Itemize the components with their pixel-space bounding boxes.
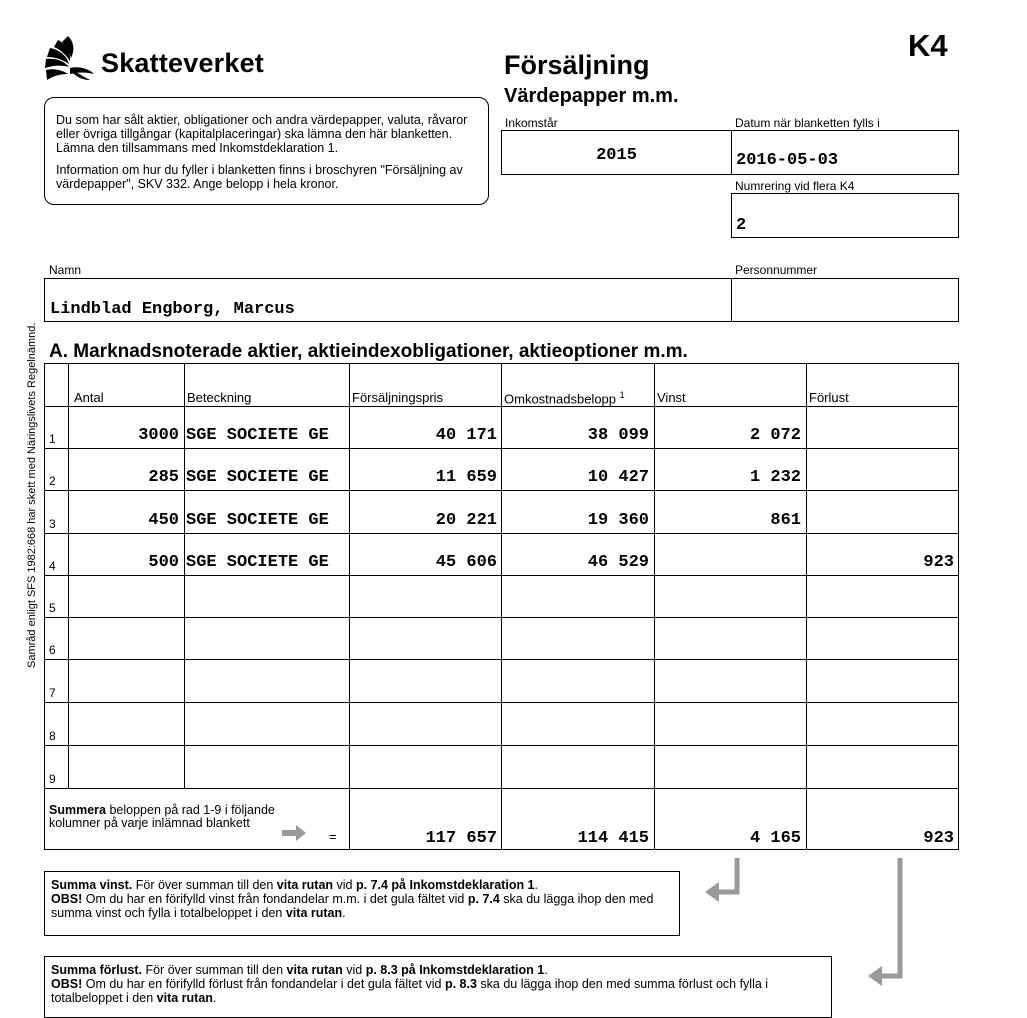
form-subtitle: Värdepapper m.m. — [504, 85, 679, 107]
col-header-pris: Försäljningspris — [352, 390, 444, 405]
numbering-label: Numrering vid flera K4 — [735, 179, 855, 193]
note-forlust-b4: OBS! — [51, 977, 83, 991]
cell-omkostnad[interactable] — [502, 595, 649, 615]
cell-pris[interactable] — [350, 723, 497, 743]
cell-vinst[interactable] — [655, 766, 801, 786]
note-vinst-t1: För över summan till den — [132, 878, 277, 892]
section-a-table — [44, 363, 960, 851]
row-number: 1 — [49, 432, 56, 446]
note-vinst-b2: vita rutan — [276, 878, 334, 892]
cell-forlust[interactable] — [807, 680, 954, 700]
note-forlust-t4: Om du har en förifylld förlust från fondandelar i det gula fältet vid — [82, 977, 445, 991]
col-header-antal: Antal — [74, 390, 104, 405]
cell-vinst[interactable]: 2 072 — [749, 426, 801, 445]
table-row — [44, 448, 959, 490]
note-forlust-b3: p. 8.3 på Inkomstdeklaration 1 — [365, 963, 545, 977]
cell-omkostnad[interactable] — [502, 680, 649, 700]
cell-antal[interactable] — [69, 595, 179, 615]
agency-name: Skatteverket — [101, 48, 265, 78]
cell-omkostnad[interactable]: 38 099 — [587, 426, 649, 445]
cell-forlust[interactable]: 923 — [923, 553, 954, 572]
cell-vinst[interactable]: 861 — [770, 511, 801, 530]
cell-vinst[interactable] — [655, 680, 801, 700]
side-text: Samråd enligt SFS 1982:668 har skett med Näringslivets Regelnämnd. — [26, 322, 38, 668]
cell-pris[interactable] — [350, 637, 497, 657]
intro-paragraph-2: Information om hur du fyller i blanketten finns i broschyren "Försäljning av värdepapper", SKV 332. Ange belopp i hela kronor. — [56, 163, 463, 191]
col-header-omkostnad — [504, 390, 625, 406]
row-number: 4 — [49, 559, 56, 573]
sum-equals: = — [329, 829, 337, 844]
row-number: 5 — [49, 601, 56, 615]
table-row — [44, 745, 959, 788]
date-label: Datum när blanketten fylls i — [735, 116, 880, 130]
cell-forlust[interactable] — [807, 637, 954, 657]
row-number: 3 — [49, 517, 56, 531]
note-forlust-t2: vid — [342, 963, 366, 977]
note-forlust-t5: ska du lägga ihop den med summa förlust och fylla i totalbeloppet i den — [51, 977, 769, 1005]
cell-omkostnad[interactable] — [502, 766, 649, 786]
cell-omkostnad[interactable]: 46 529 — [587, 553, 649, 572]
name-value: Lindblad Engborg, Marcus — [50, 300, 295, 319]
table-row — [44, 406, 959, 448]
skatteverket-logo-icon — [44, 34, 96, 82]
cell-beteckning[interactable]: SGE SOCIETE GE — [186, 553, 329, 572]
table-row — [44, 702, 959, 745]
col-header-forlust: Förlust — [809, 390, 849, 405]
table-row — [44, 533, 959, 575]
cell-beteckning[interactable] — [186, 723, 348, 743]
row-number: 7 — [49, 686, 56, 700]
income-year-field[interactable] — [501, 130, 732, 175]
note-forlust-b1: Summa förlust. — [51, 963, 142, 977]
income-year-label: Inkomstår — [505, 116, 558, 130]
form-title: Försäljning — [504, 50, 650, 80]
note-forlust-t3: . — [544, 963, 548, 977]
cell-vinst[interactable] — [655, 723, 801, 743]
note-vinst-b6: vita rutan — [285, 906, 343, 920]
cell-antal[interactable] — [69, 766, 179, 786]
date-field[interactable] — [731, 130, 959, 175]
note-vinst-t4: Om du har en förifylld vinst från fondandelar m.m. i det gula fältet vid — [82, 892, 468, 906]
intro-box — [44, 97, 489, 205]
note-vinst-t6: . — [342, 906, 346, 920]
row-number: 6 — [49, 643, 56, 657]
table-row — [44, 659, 959, 702]
cell-pris[interactable]: 40 171 — [435, 426, 497, 445]
row-number: 2 — [49, 474, 56, 488]
note-vinst-b1: Summa vinst. — [51, 878, 133, 892]
cell-forlust[interactable] — [807, 468, 954, 488]
cell-vinst[interactable]: 1 232 — [749, 468, 801, 487]
table-row — [44, 617, 959, 659]
sum-pris[interactable]: 117 657 — [425, 829, 497, 848]
pnr-field[interactable] — [731, 278, 959, 322]
sum-label-bold: Summera — [49, 803, 106, 817]
sum-vinst[interactable]: 4 165 — [749, 829, 801, 848]
sum-label — [49, 804, 284, 830]
cell-antal[interactable]: 285 — [148, 468, 179, 487]
name-field[interactable] — [44, 278, 732, 322]
cell-forlust[interactable] — [807, 595, 954, 615]
cell-forlust[interactable] — [807, 766, 954, 786]
cell-antal[interactable] — [69, 637, 179, 657]
cell-pris[interactable] — [350, 766, 497, 786]
cell-omkostnad[interactable] — [502, 637, 649, 657]
col-header-beteckning: Beteckning — [187, 390, 252, 405]
vinst-arrow-icon — [705, 858, 745, 906]
note-vinst-b5: p. 7.4 — [467, 892, 500, 906]
income-year-value: 2015 — [596, 146, 637, 165]
cell-beteckning[interactable]: SGE SOCIETE GE — [186, 468, 329, 487]
cell-pris[interactable] — [350, 680, 497, 700]
pnr-label: Personnummer — [735, 263, 818, 277]
cell-antal[interactable]: 3000 — [138, 426, 179, 445]
sum-label-rest: beloppen på rad 1-9 i följande kolumner på varje inlämnad blankett — [49, 803, 275, 830]
note-summa-vinst — [44, 871, 680, 936]
note-forlust-t1: För över summan till den — [142, 963, 287, 977]
note-forlust-b2: vita rutan — [286, 963, 343, 977]
row-number: 8 — [49, 729, 56, 743]
cell-pris[interactable]: 11 659 — [435, 468, 497, 487]
forlust-arrow-icon — [868, 858, 908, 988]
cell-beteckning[interactable] — [186, 680, 348, 700]
cell-omkostnad[interactable]: 10 427 — [587, 468, 649, 487]
cell-pris[interactable]: 45 606 — [435, 553, 497, 572]
cell-beteckning[interactable]: SGE SOCIETE GE — [186, 511, 329, 530]
sum-forlust[interactable]: 923 — [923, 829, 954, 848]
cell-beteckning[interactable] — [186, 595, 348, 615]
note-vinst-b4: OBS! — [51, 892, 83, 906]
table-row — [44, 575, 959, 617]
cell-omkostnad[interactable] — [502, 723, 649, 743]
skatteverket-logo — [44, 34, 284, 84]
cell-forlust[interactable] — [807, 426, 954, 446]
note-summa-forlust — [44, 956, 832, 1018]
cell-vinst[interactable] — [655, 553, 801, 573]
sum-omkostnad[interactable]: 114 415 — [577, 829, 649, 848]
cell-vinst[interactable] — [655, 595, 801, 615]
table-row — [44, 490, 959, 533]
cell-antal[interactable] — [69, 680, 179, 700]
cell-antal[interactable] — [69, 723, 179, 743]
note-forlust-b5: p. 8.3 — [444, 977, 477, 991]
cell-beteckning[interactable] — [186, 766, 348, 786]
col-header-omkostnad-footnote: 1 — [619, 390, 625, 400]
note-forlust-t6: . — [212, 991, 217, 1005]
date-value: 2016-05-03 — [736, 151, 839, 170]
col-header-vinst: Vinst — [657, 390, 686, 405]
cell-vinst[interactable] — [655, 637, 801, 657]
cell-antal[interactable]: 450 — [148, 511, 179, 530]
intro-paragraph-1: Du som har sålt aktier, obligationer och andra värdepapper, valuta, råvaror eller övriga tillgångar (kapitalplaceringar) ska lämna den här blanketten. Lämna den tillsammans med Inkomstdeklaration 1. — [56, 113, 468, 155]
sum-arrow-icon — [282, 825, 308, 841]
cell-pris[interactable]: 20 221 — [435, 511, 497, 530]
note-vinst-b3: p. 7.4 på Inkomstdeklaration 1 — [355, 878, 535, 892]
cell-pris[interactable] — [350, 595, 497, 615]
note-vinst-t2: vid — [333, 878, 356, 892]
numbering-value: 2 — [736, 216, 747, 235]
col-header-omkostnad-text: Omkostnadsbelopp — [504, 391, 617, 407]
note-forlust-b6: vita rutan — [156, 991, 213, 1005]
cell-beteckning[interactable]: SGE SOCIETE GE — [186, 426, 329, 445]
note-vinst-t3: . — [534, 878, 538, 892]
section-a-title: A. Marknadsnoterade aktier, aktieindexobligationer, aktieoptioner m.m. — [49, 341, 688, 362]
cell-omkostnad[interactable]: 19 360 — [587, 511, 649, 530]
note-vinst-t5: ska du lägga ihop den med summa vinst och fylla i totalbeloppet i den — [51, 892, 654, 920]
cell-forlust[interactable] — [807, 723, 954, 743]
cell-beteckning[interactable] — [186, 637, 348, 657]
numbering-field[interactable] — [731, 193, 959, 238]
form-code: K4 — [908, 28, 948, 63]
cell-forlust[interactable] — [807, 511, 954, 531]
cell-antal[interactable]: 500 — [148, 553, 179, 572]
name-label: Namn — [49, 263, 82, 277]
row-number: 9 — [49, 772, 56, 786]
